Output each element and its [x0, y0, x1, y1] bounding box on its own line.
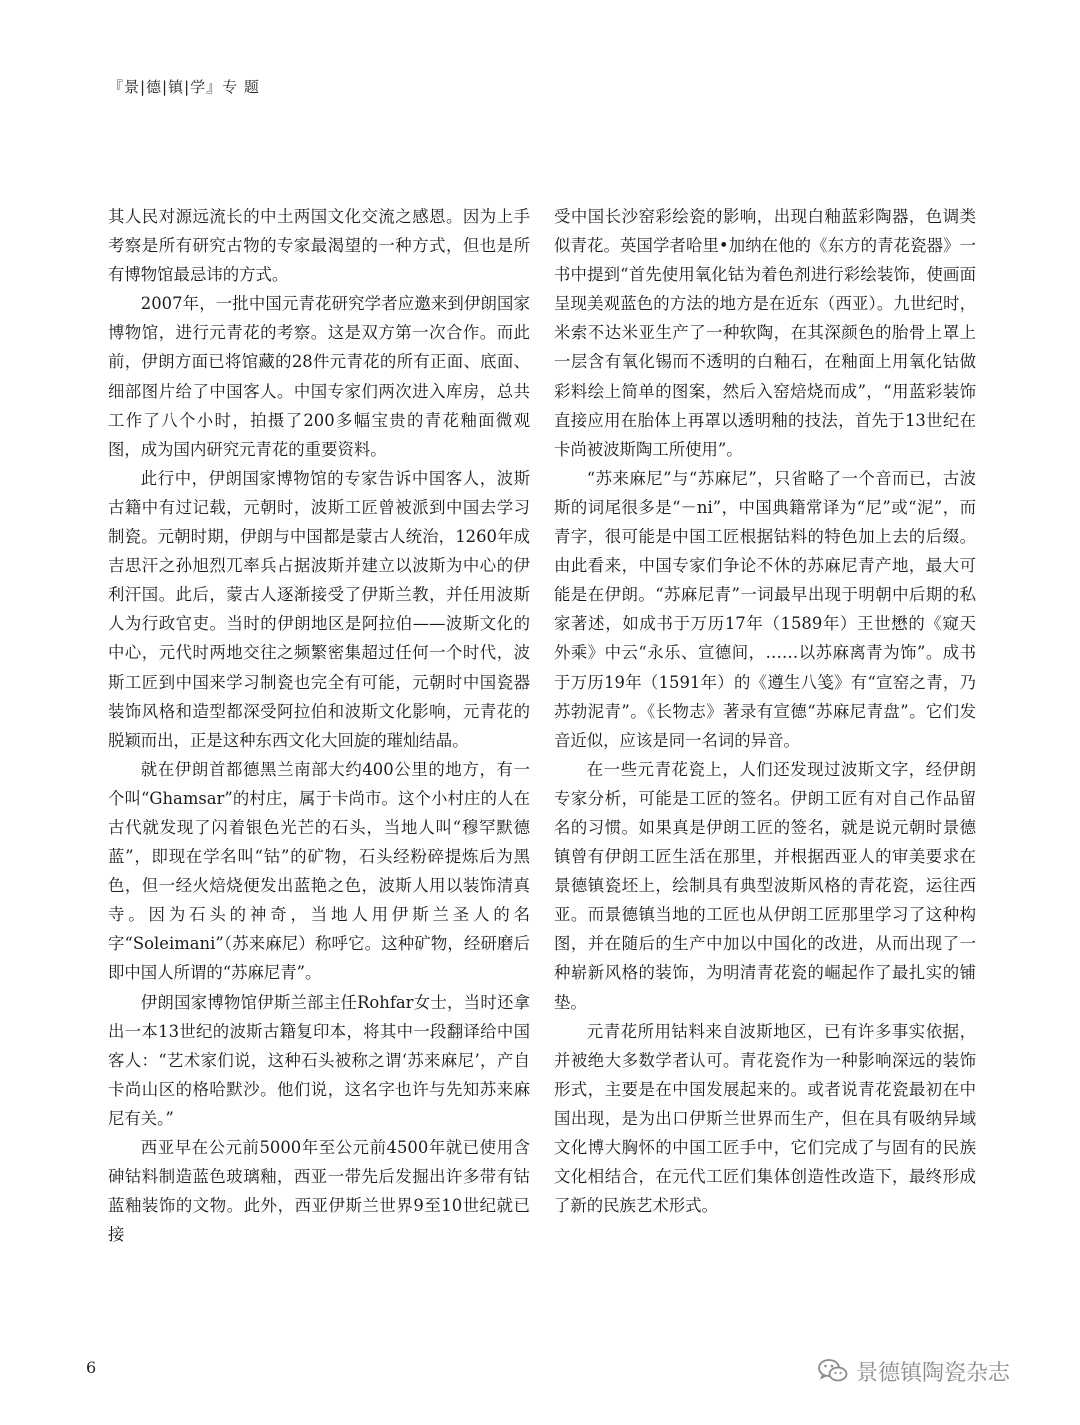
- paragraph: 就在伊朗首都德黑兰南部大约400公里的地方，有一个叫“Ghamsar”的村庄，属于卡尚市。这个小村庄的人在古代就发现了闪着银色光芒的石头，当地人叫“穆罕默德蓝”，即现在学名叫“钴”的矿物，石头经粉碎提炼后为黑色，但一经火焙烧便发出蓝艳之色，波斯人用以装饰清真寺。因为石头的神奇，当地人用伊斯兰圣人的名字“Soleimani”（苏来麻尼）称呼它。这种矿物，经研磨后即中国人所谓的“苏麻尼青”。: [108, 759, 530, 983]
- paragraph: 伊朗国家博物馆伊斯兰部主任Rohfar女士，当时还拿出一本13世纪的波斯古籍复印本，将其中一段翻译给中国客人：“艺术家们说，这种石头被称之谓‘苏来麻尼’，产自卡尚山区的格哈默沙。他们说，这名字也许与先知苏来麻尼有关。”: [108, 992, 530, 1128]
- paragraph: 其人民对源远流长的中土两国文化交流之感恩。因为上手考察是所有研究古物的专家最渴望的一种方式，但也是所有博物馆最忌讳的方式。: [108, 207, 530, 285]
- right-column: [554, 202, 976, 1220]
- left-column: [108, 202, 530, 1249]
- page-number: 6: [86, 1358, 97, 1377]
- paragraph: 在一些元青花瓷上，人们还发现过波斯文字，经伊朗专家分析，可能是工匠的签名。伊朗工匠有对自己作品留名的习惯。如果真是伊朗工匠的签名，就是说元朝时景德镇曾有伊朗工匠生活在那里，并根据西亚人的审美要求在景德镇瓷坯上，绘制具有典型波斯风格的青花瓷，运往西亚。而景德镇当地的工匠也从伊朗工匠那里学习了这种构图，并在随后的生产中加以中国化的改进，从而出现了一种崭新风格的装饰，为明清青花瓷的崛起作了最扎实的铺垫。: [554, 759, 976, 1012]
- watermark-text: 景德镇陶瓷杂志: [856, 1360, 1011, 1386]
- paragraph: 此行中，伊朗国家博物馆的专家告诉中国客人，波斯古籍中有过记载，元朝时，波斯工匠曾被派到中国去学习制瓷。元朝时期，伊朗与中国都是蒙古人统治，1260年成吉思汗之孙旭烈兀率兵占据波斯并建立以波斯为中心的伊利汗国。此后，蒙古人逐渐接受了伊斯兰教，并任用波斯人为行政官吏。当时的伊朗地区是阿拉伯——波斯文化的中心，元代时两地交往之频繁密集超过任何一个时代，波斯工匠到中国来学习制瓷也完全有可能，元朝时中国瓷器装饰风格和造型都深受阿拉伯和波斯文化影响，元青花的脱颖而出，正是这种东西文化大回旋的璀灿结晶。: [108, 468, 530, 750]
- paragraph: 受中国长沙窑彩绘瓷的影响，出现白釉蓝彩陶器，色调类似青花。英国学者哈里•加纳在他的《东方的青花瓷器》一书中提到“首先使用氧化钴为着色剂进行彩绘装饰，使画面呈现美观蓝色的方法的地方是在近东（西亚）。九世纪时，米索不达米亚生产了一种软陶，在其深颜色的胎骨上罩上一层含有氧化锡而不透明的白釉石，在釉面上用氧化钴做彩料绘上简单的图案，然后入窑焙烧而成”，“用蓝彩装饰直接应用在胎体上再罩以透明釉的技法，首先于13世纪在卡尚被波斯陶工所使用”。: [554, 207, 976, 459]
- running-header: 『景|德|镇|学』专 题: [108, 78, 260, 96]
- paragraph: 2007年，一批中国元青花研究学者应邀来到伊朗国家博物馆，进行元青花的考察。这是双方第一次合作。而此前，伊朗方面已将馆藏的28件元青花的所有正面、底面、细部图片给了中国客人。中国专家们两次进入库房，总共工作了八个小时，拍摄了200多幅宝贵的青花釉面微观图，成为国内研究元青花的重要资料。: [108, 294, 530, 459]
- paragraph: 西亚早在公元前5000年至公元前4500年就已使用含砷钴料制造蓝色玻璃釉，西亚一带先后发掘出许多带有钴蓝釉装饰的文物。此外，西亚伊斯兰世界9至10世纪就已接: [108, 1138, 530, 1245]
- paragraph: 元青花所用钴料来自波斯地区，已有许多事实依据，并被绝大多数学者认可。青花瓷作为一种影响深远的装饰形式，主要是在中国发展起来的。或者说青花瓷最初在中国出现，是为出口伊斯兰世界而生产，但在具有吸纳异域文化博大胸怀的中国工匠手中，它们完成了与固有的民族文化相结合，在元代工匠们集体创造性改造下，最终形成了新的民族艺术形式。: [554, 1021, 976, 1216]
- paragraph: “苏来麻尼”与“苏麻尼”，只省略了一个音而已，古波斯的词尾很多是“－ni”，中国典籍常译为“尼”或“泥”，而青字，很可能是中国工匠根据钴料的特色加上去的后缀。由此看来，中国专家们争论不休的苏麻尼青产地，最大可能是在伊朗。“苏麻尼青”一词最早出现于明朝中后期的私家著述，如成书于万历17年（1589年）王世懋的《窥天外乘》中云“永乐、宣德间，……以苏麻离青为饰”。成书于万历19年（1591年）的《遵生八笺》有“宣窑之青，乃苏勃泥青”。《长物志》著录有宣德“苏麻尼青盘”。它们发音近似，应该是同一名词的异音。: [554, 468, 976, 750]
- wechat-icon: [818, 1358, 848, 1384]
- watermark: [818, 1354, 1010, 1388]
